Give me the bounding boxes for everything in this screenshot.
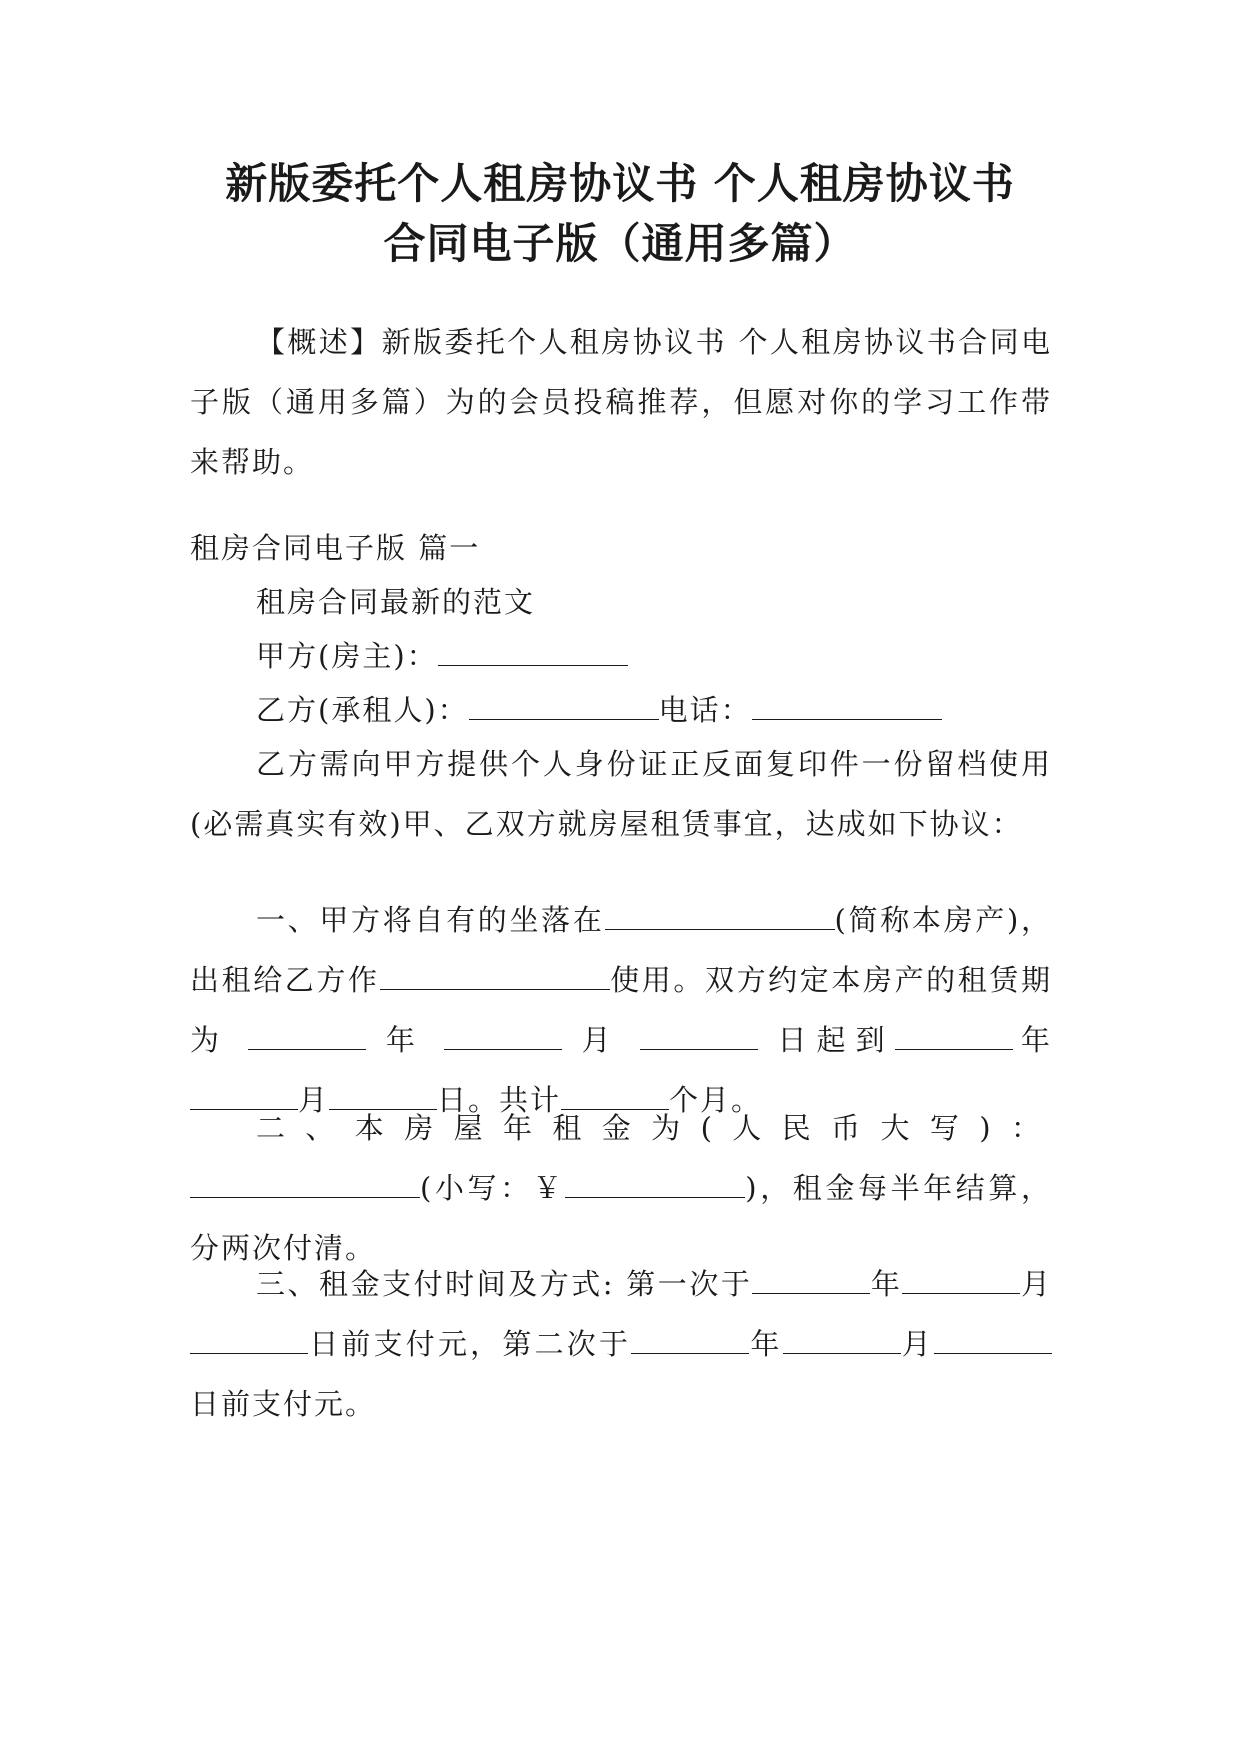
party-b-label: 乙方(承租人)：	[256, 693, 469, 727]
clause-1-paragraph	[190, 890, 1052, 1130]
clause-2-text-c: )，租金每半年结算，分两次付清。	[190, 1171, 1052, 1265]
rent-uppercase-blank	[190, 1167, 420, 1198]
year-label: 年	[385, 1023, 425, 1057]
party-b-line	[256, 680, 942, 740]
section-subheading: 租房合同最新的范文	[256, 585, 536, 619]
rent-lowercase-blank	[565, 1167, 745, 1198]
summary-paragraph: 【概述】新版委托个人租房协议书 个人租房协议书合同电子版（通用多篇）为的会员投稿推荐，但愿对你的学习工作带来帮助。	[190, 325, 1052, 479]
pay1-month-blank	[902, 1263, 1020, 1294]
party-a-blank	[438, 635, 628, 666]
usage-blank	[380, 959, 610, 990]
clause-1-text-c: 使用。双方约定本房产的租赁期为	[190, 963, 1052, 1057]
pay1-year-blank	[752, 1263, 870, 1294]
year-label: 年	[749, 1327, 783, 1361]
start-day-blank	[640, 1019, 758, 1050]
address-blank	[605, 899, 835, 930]
clause-3-paragraph	[190, 1254, 1052, 1434]
section-heading: 租房合同电子版 篇一	[190, 531, 481, 565]
clause-1-text-a: 一、甲方将自有的坐落在	[256, 903, 605, 937]
clause-2-paragraph	[190, 1098, 1052, 1278]
document-title-line2: 合同电子版（通用多篇）	[383, 219, 857, 268]
pay2-year-blank	[631, 1323, 749, 1354]
clause-3-text-pay1: 日前支付元，第二次于	[308, 1327, 632, 1361]
end-year-blank	[895, 1019, 1013, 1050]
phone-label: 电话：	[658, 693, 752, 727]
document-title-line1: 新版委托个人租房协议书 个人租房协议书	[225, 159, 1015, 208]
clause-2-text-a: 二、本房屋年租金为(人民币大写)：	[256, 1111, 1052, 1145]
year-label: 年	[870, 1267, 903, 1301]
from-label: 日起到	[777, 1023, 895, 1057]
party-a-label: 甲方(房主)：	[256, 639, 438, 673]
year-label: 年	[1012, 1023, 1052, 1057]
month-label: 月	[900, 1327, 934, 1361]
phone-blank	[752, 689, 942, 720]
day-end-label: 日。共计	[437, 1083, 562, 1117]
pay1-day-blank	[190, 1323, 308, 1354]
month-label: 月	[581, 1023, 621, 1057]
clause-3-text-a: 三、租金支付时间及方式: 第一次于	[256, 1267, 753, 1301]
month-label: 月	[298, 1083, 330, 1117]
clause-3-text-pay2: 日前支付元。	[190, 1387, 377, 1421]
party-b-blank	[469, 689, 659, 720]
month-label: 月	[1020, 1267, 1052, 1301]
clause-1-text-b: (简称本房产)，出租给乙方作	[190, 903, 1052, 997]
clause-2-text-b: (小写：￥	[420, 1171, 566, 1205]
months-label: 个月。	[669, 1083, 763, 1117]
id-clause-paragraph: 乙方需向甲方提供个人身份证正反面复印件一份留档使用(必需真实有效)甲、乙双方就房屋租赁事宜，达成如下协议：	[190, 747, 1052, 841]
party-a-line	[256, 626, 628, 686]
pay2-month-blank	[783, 1323, 901, 1354]
start-year-blank	[248, 1019, 366, 1050]
start-month-blank	[444, 1019, 562, 1050]
pay2-day-blank	[934, 1323, 1052, 1354]
